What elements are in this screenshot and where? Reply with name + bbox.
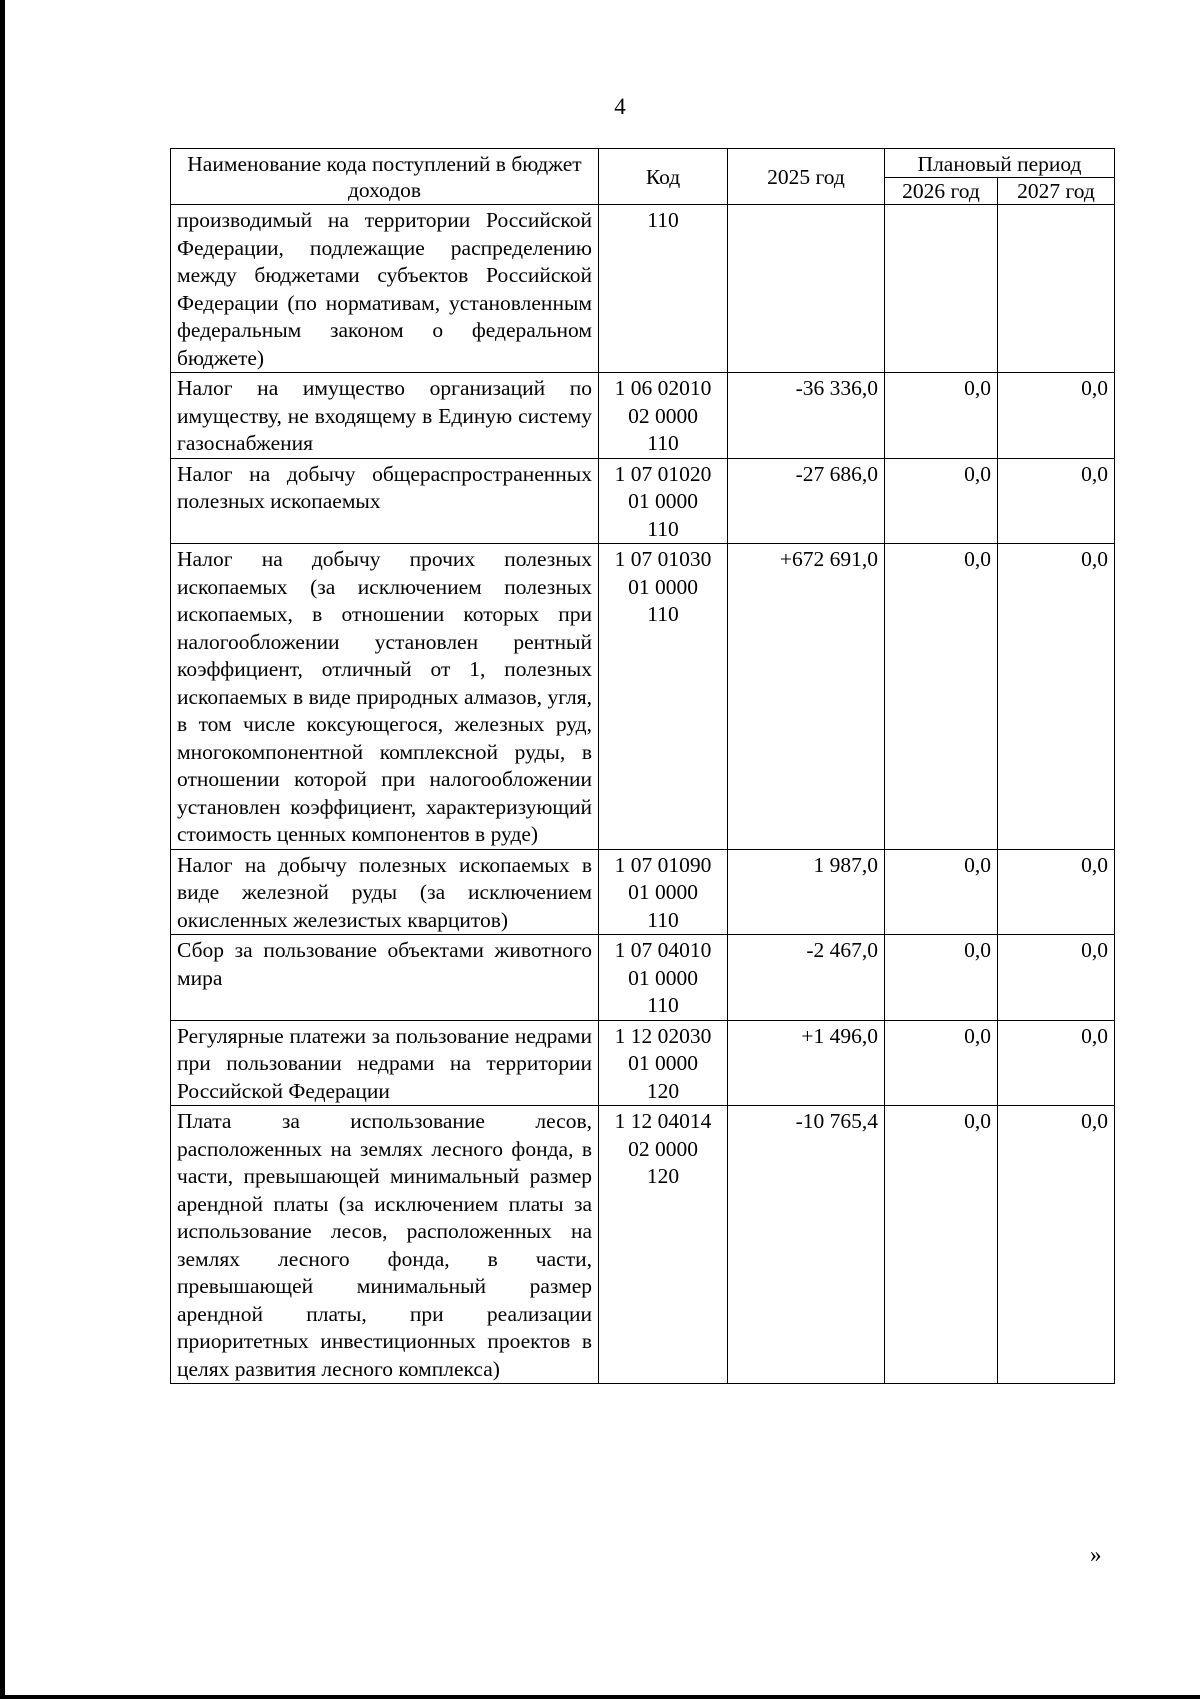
row-code (599, 1106, 728, 1384)
scan-edge-bottom (0, 1695, 1200, 1699)
row-value-2027: 0,0 (998, 849, 1115, 935)
row-value-2026 (885, 205, 998, 373)
row-name: производимый на территории Российской Федерации, подлежащие распределению между бюджетами субъектов Российской Федерации (по нормативам, установленным федеральным законом о федеральном бюджете) (171, 205, 599, 373)
row-code-line: 01 0000 (628, 574, 698, 599)
row-value-2026: 0,0 (885, 458, 998, 544)
row-value-2025: -36 336,0 (728, 373, 885, 459)
row-code-line: 120 (646, 1164, 680, 1188)
row-code-line: 01 0000 (628, 965, 698, 990)
row-code-line: 110 (647, 208, 679, 232)
table-body (171, 205, 1115, 1384)
closing-quote-mark: » (1090, 1542, 1102, 1567)
row-value-2026: 0,0 (885, 373, 998, 459)
row-value-2027: 0,0 (998, 1020, 1115, 1106)
row-value-2025: -2 467,0 (728, 935, 885, 1021)
row-name: Плата за использование лесов, расположенных на землях лесного фонда, в части, превышающей минимальный размер арендной платы (за исключением платы за использование лесов, расположенных на землях лесного фонда, в части, превышающей минимальный размер арендной платы, при реализации приоритетных инвестиционных проектов в целях развития лесного комплекса) (171, 1106, 599, 1384)
table-row (171, 458, 1115, 544)
row-code-line: 1 07 04010 (614, 938, 712, 962)
row-value-2026: 0,0 (885, 544, 998, 850)
row-code-line: 120 (646, 1078, 680, 1103)
row-value-2025: 1 987,0 (728, 849, 885, 935)
row-value-2027: 0,0 (998, 935, 1115, 1021)
header-code: Код (599, 149, 728, 205)
row-value-2026: 0,0 (885, 1106, 998, 1384)
row-value-2025: +672 691,0 (728, 544, 885, 850)
row-code (599, 458, 728, 544)
row-code-line: 110 (647, 431, 679, 455)
table-row (171, 373, 1115, 459)
row-code-line: 01 0000 (628, 489, 698, 513)
row-value-2026: 0,0 (885, 935, 998, 1021)
row-code (599, 205, 728, 373)
row-code-line: 1 12 02030 (614, 1023, 712, 1048)
scan-edge-left (0, 0, 5, 1699)
table-row (171, 935, 1115, 1021)
row-code-line: 02 0000 (628, 1136, 698, 1161)
row-value-2025: -10 765,4 (728, 1106, 885, 1384)
row-value-2026: 0,0 (885, 1020, 998, 1106)
row-code (599, 1020, 728, 1106)
table-row (171, 1020, 1115, 1106)
row-code-line: 1 06 02010 (614, 376, 712, 400)
row-value-2025: -27 686,0 (728, 458, 885, 544)
table-row (171, 849, 1115, 935)
row-name: Сбор за пользование объектами животного мира (171, 935, 599, 1021)
row-value-2026: 0,0 (885, 849, 998, 935)
row-name: Налог на имущество организаций по имуществу, не входящему в Единую систему газоснабжения (171, 373, 599, 459)
row-code (599, 935, 728, 1021)
row-code-line: 01 0000 (628, 1051, 698, 1075)
row-code-line: 110 (647, 907, 679, 932)
row-code-line: 110 (647, 993, 679, 1017)
table-header (171, 149, 1115, 205)
row-value-2027: 0,0 (998, 1106, 1115, 1384)
row-name: Налог на добычу общераспространенных полезных ископаемых (171, 458, 599, 544)
row-value-2027: 0,0 (998, 373, 1115, 459)
row-code-line: 110 (647, 602, 679, 626)
row-code (599, 544, 728, 850)
row-code-line: 1 12 04014 (614, 1109, 712, 1133)
header-year-2027: 2027 год (998, 178, 1115, 205)
row-code-line: 1 07 01020 (614, 461, 712, 486)
row-value-2025 (728, 205, 885, 373)
row-code-line: 1 07 01030 (614, 547, 712, 571)
header-planning-period: Плановый период (885, 149, 1115, 178)
header-row-top (171, 149, 1115, 178)
row-value-2027: 0,0 (998, 458, 1115, 544)
table-row (171, 205, 1115, 373)
table-row (171, 1106, 1115, 1384)
row-code-line: 01 0000 (628, 880, 698, 904)
table-row (171, 544, 1115, 850)
row-code-line: 02 0000 (628, 403, 698, 428)
row-value-2027: 0,0 (998, 544, 1115, 850)
header-year-2025: 2025 год (728, 149, 885, 205)
row-code (599, 373, 728, 459)
row-code-line: 1 07 01090 (614, 852, 712, 877)
budget-revenue-table (170, 148, 1115, 1384)
page-number: 4 (614, 94, 626, 119)
row-value-2025: +1 496,0 (728, 1020, 885, 1106)
row-name: Налог на добычу полезных ископаемых в виде железной руды (за исключением окисленных железистых кварцитов) (171, 849, 599, 935)
row-name: Налог на добычу прочих полезных ископаемых (за исключением полезных ископаемых, в отношении которых при налогообложении установлен рентный коэффициент, отличный от 1, полезных ископаемых в виде природных алмазов, угля, в том числе коксующегося, железных руд, многокомпонентной комплексной руды, в отношении которой при налогообложении установлен коэффициент, характеризующий стоимость ценных компонентов в руде) (171, 544, 599, 850)
row-name: Регулярные платежи за пользование недрами при пользовании недрами на территории Российской Федерации (171, 1020, 599, 1106)
row-code-line: 110 (647, 516, 679, 541)
row-code (599, 849, 728, 935)
row-value-2027 (998, 205, 1115, 373)
header-name: Наименование кода поступлений в бюджет доходов (171, 149, 599, 205)
header-year-2026: 2026 год (885, 178, 998, 205)
